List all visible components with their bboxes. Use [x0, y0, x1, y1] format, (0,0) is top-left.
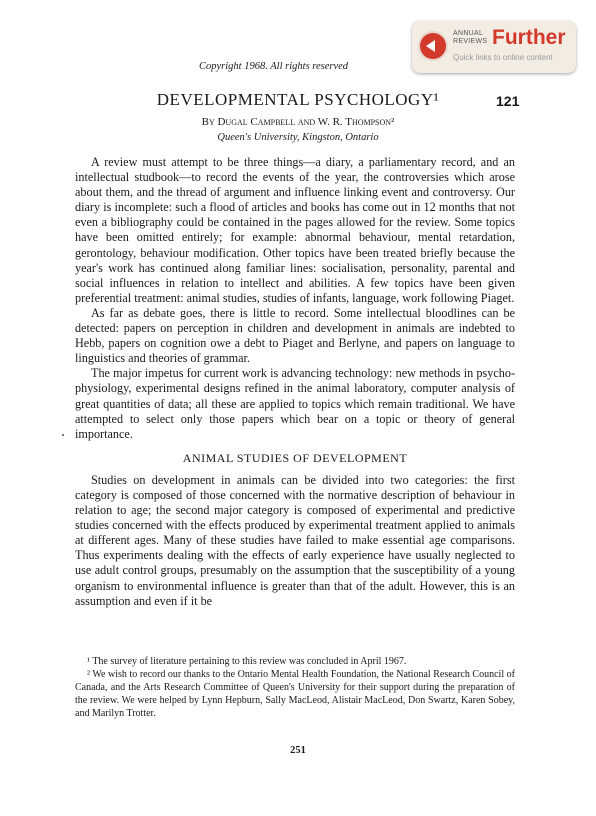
article-byline: By Dugal Campbell and W. R. Thompson² [201, 116, 395, 128]
further-label: Further [492, 26, 566, 49]
body-paragraph: The major impetus for current work is advancing technology: new methods in psycho-physiology, experimental designs refined in the animal laboratory, computer analysis of great quantities of data; all these are applied to topics which remain traditional. We have attempted to select only those papers which bear on a topic or theory of general importance. [75, 366, 515, 441]
body-paragraph: A review must attempt to be three things—a diary, a parliamentary record, and an intellectual studbook—to record the events of the year, the controversies which arose about them, and the thread of argument and influence linking event and controversy. Our diary is incomplete: such a flood of articles and books has come out in 12 months that not even a bibliography could be contained in the pages allowed for the review. Some topics have been omitted entirely; for example: abnormal behaviour, mental retardation, gerontology, behaviour modification. Other topics have been treated briefly because the year's work has continued along familiar lines: socialisation, personality, parental and social influences in relation to intellect and abilities. A few topics have been given preferential treatment: animal studies, studies of infants, language, work following Piaget. [75, 155, 515, 305]
journal-page-number: 121 [496, 93, 520, 109]
further-badge[interactable] [412, 21, 576, 73]
article-title: DEVELOPMENTAL PSYCHOLOGY¹ [156, 90, 440, 109]
footnote: ¹ The survey of literature pertaining to this review was concluded in April 1967. [87, 656, 407, 667]
page-number: 251 [290, 745, 306, 756]
article-affiliation: Queen's University, Kingston, Ontario [217, 132, 379, 143]
footnote: ² We wish to record our thanks to the Ontario Mental Health Foundation, the National Research Council of Canada, and the Arts Research Committee of Queen's University for their support during the preparation of the review. We were helped by Lynn Hepburn, Sally MacLeod, Alistair MacLeod, Don Swartz, Karen Sobey, and Marilyn Trotter. [75, 669, 515, 719]
arrow-left-circle-icon [420, 33, 446, 59]
annual-reviews-logo-text: ANNUAL REVIEWS [453, 30, 488, 45]
article-body [75, 155, 515, 609]
body-paragraph: As far as debate goes, there is little to record. Some intellectual bloodlines can be detected: papers on perception in children and development in animals are indebted to Hebb, papers on cognition owe a debt to Piaget and Berlyne, and papers on language to linguistics and theories of grammar. [75, 305, 515, 366]
section-heading: ANIMAL STUDIES OF DEVELOPMENT [182, 450, 408, 465]
further-subtitle: Quick links to online content [453, 53, 553, 62]
margin-mark [62, 434, 64, 436]
body-paragraph: Studies on development in animals can be divided into two categories: the first category is composed of those concerned with the normative description of behaviour in relation to age; the second major category is composed of experimental and predictive studies concerned with the effects produced by experimental treatment applied to animals at different ages. Many of these studies have failed to make essential age comparisons. Thus experiments dealing with the effects of early experience have usually neglected to use adult control groups, presumably on the assumption that the susceptibility of a young organism to environmental influence is greater than that of the adult. However, this is an assumption and even if it be [75, 472, 515, 608]
copyright-notice: Copyright 1968. All rights reserved [199, 61, 349, 72]
footnotes [75, 655, 515, 720]
